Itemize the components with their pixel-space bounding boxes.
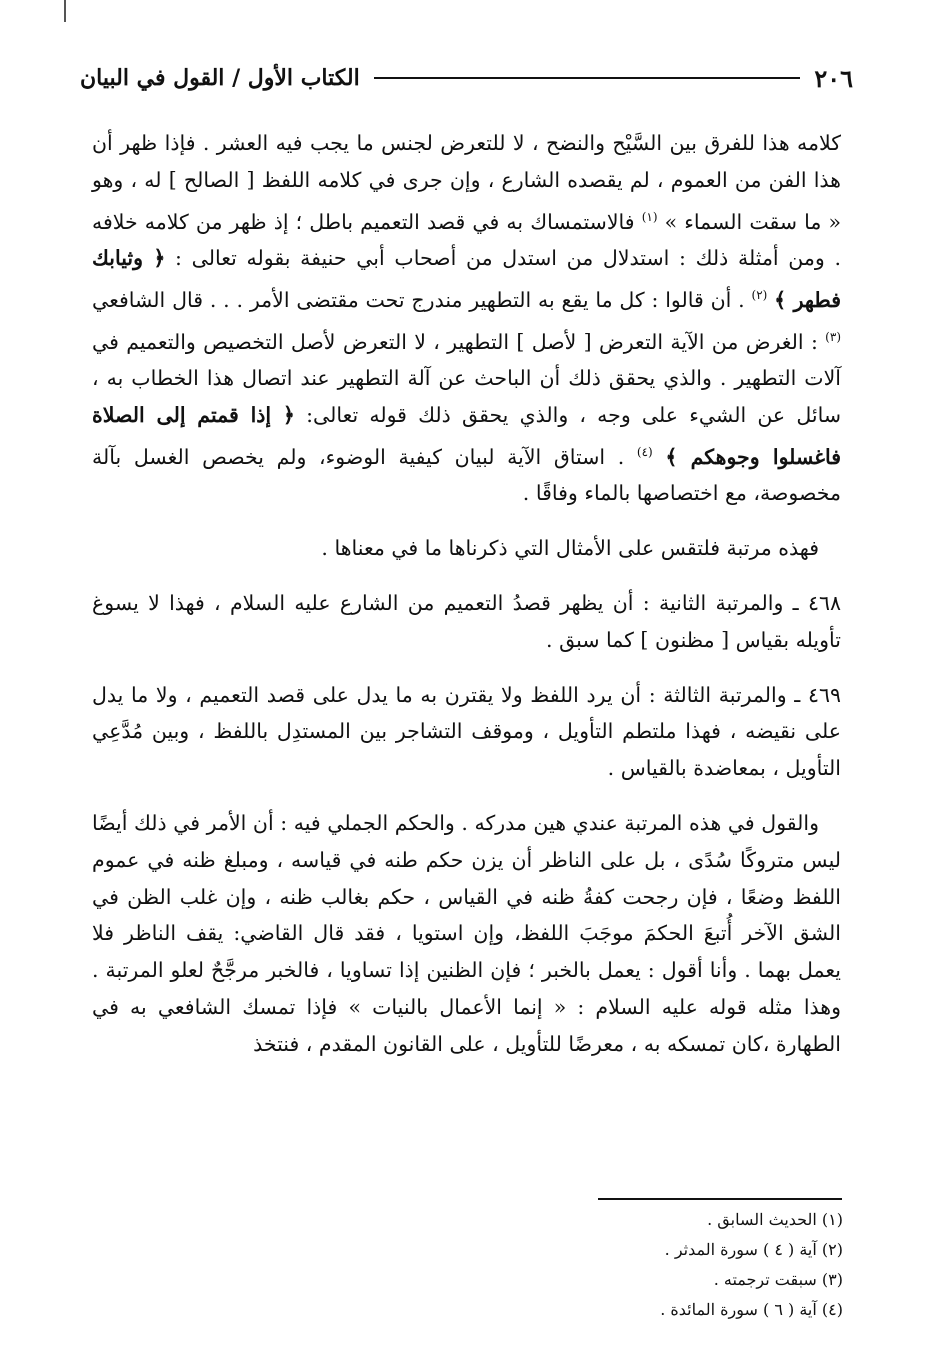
body-text <box>92 125 841 1063</box>
text-segment: . استاق الآية لبيان كيفية الوضوء، ولم يخصص الغسل بآلة مخصوصة، مع اختصاصها بالماء وفاقًا . <box>92 444 841 506</box>
page-header <box>80 58 853 98</box>
header-rule <box>374 77 801 79</box>
footnote-2: (٢) آية ( ٤ ) سورة المدثر . <box>664 1240 843 1259</box>
page-number: ٢٠٦ <box>814 63 853 93</box>
footnotes <box>343 1205 843 1325</box>
paragraph-p5 <box>92 805 841 1063</box>
footnote-marker: (٤) <box>636 444 653 459</box>
text-segment <box>653 445 666 469</box>
text-segment: . أن قالوا : كل ما يقع به التطهير مندرج تحت مقتضى الأمر . . . قال الشافعي <box>92 287 752 312</box>
text-segment: كلامه هذا للفرق بين السَّيْح والنضح ، لا للتعرض لجنس ما يجب فيه العشر . فإذا ظهر أن هذا الفن من العموم ، لم يقصده الشارع ، وإن جرى في كلامه اللفظ [ الصالح ] له ، وهو « ما سقت السماء » <box>92 131 841 234</box>
paragraph-p2 <box>92 530 841 567</box>
running-title: الكتاب الأول / القول في البيان <box>80 65 360 91</box>
text-segment: : الغرض من الآية التعرض [ لأصل ] التطهير ، لا التعرض لأصل التخصيص والتعميم في آلات التطهير . والذي يحقق ذلك أن الباحث عن آلة التطهير عند اتصال هذا الخطاب به ، سائل عن الشيء على وجه ، والذي يحقق ذلك قوله تعالى: <box>92 329 841 428</box>
quran-verse: ﴿ إذا قمتم إلى الصلاة فاغسلوا وجوهكم ﴾ <box>92 403 841 469</box>
text-segment: والقول في هذه المرتبة عندي هين مدركه . والحكم الجملي فيه : أن الأمر في ذلك أيضًا ليس متروكًا سُدًى ، بل على الناظر أن يزن حكم طنه في قياسه ، ومبلغ ظنه في عموم اللفظ وضعًا ، فإن رجحت كفةُ ظنه في القياس ، حكم بغالب ظنه ، وإن غلب الظن في الشق الآخر أُتبعَ الحكمَ موجَبَ اللفظ، وإن استويا ، فقد قال القاضي: يقف الناظر فلا يعمل بهما . وأنا أقول : يعمل بالخبر ؛ فإن الظنين إذا تساويا ، فالخبر مرجَّحٌ لعلو المرتبة . وهذا مثله قوله عليه السلام : « إنما الأعمال بالنيات » فإذا تمسك الشافعي به في الطهارة ،كان تمسكه به ، معرضًا للتأويل ، على القانون المقدم ، فنتخذ <box>92 811 841 1056</box>
footnote-separator <box>598 1198 842 1200</box>
footnote-marker: (١) <box>641 209 658 224</box>
quran-verse: ﴿ وثيابك فطهر ﴾ <box>92 246 841 312</box>
footnote-marker: (٣) <box>825 329 841 344</box>
paragraph-p3 <box>92 585 841 659</box>
footnote-4: (٤) آية ( ٦ ) سورة المائدة . <box>660 1300 843 1319</box>
text-segment: فهذه مرتبة فلتقس على الأمثال التي ذكرناها ما في معناها . <box>321 536 819 561</box>
footnote-1: (١) الحديث السابق . <box>707 1210 843 1229</box>
page-edge-line <box>64 0 66 22</box>
paragraph-p4 <box>92 677 841 787</box>
paragraph-p1 <box>92 125 841 512</box>
footnote-marker: (٢) <box>751 288 768 303</box>
text-segment: ٤٦٨ ـ والمرتبة الثانية : أن يظهر قصدُ التعميم من الشارع عليه السلام ، فهذا لا يسوغ تأويله بقياس [ مظنون ] كما سبق . <box>92 591 841 652</box>
text-segment: فالاستمساك به في قصد التعميم باطل ؛ إذ ظهر من كلامه خلافه . ومن أمثلة ذلك : استدلال من استدل من أصحاب أبي حنيفة بقوله تعالى : <box>92 209 842 271</box>
text-segment: ٤٦٩ ـ والمرتبة الثالثة : أن يرد اللفظ ولا يقترن به ما يدل على قصد التعميم ، ولا ما يدل على نقيضه ، فهذا ملتطم التأويل ، وموقف التشاجر بين المستدِل باللفظ ، وبين مُدَّعِي التأويل ، بمعاضدة بالقياس . <box>92 682 841 781</box>
footnote-3: (٣) سبقت ترجمته . <box>713 1270 843 1289</box>
